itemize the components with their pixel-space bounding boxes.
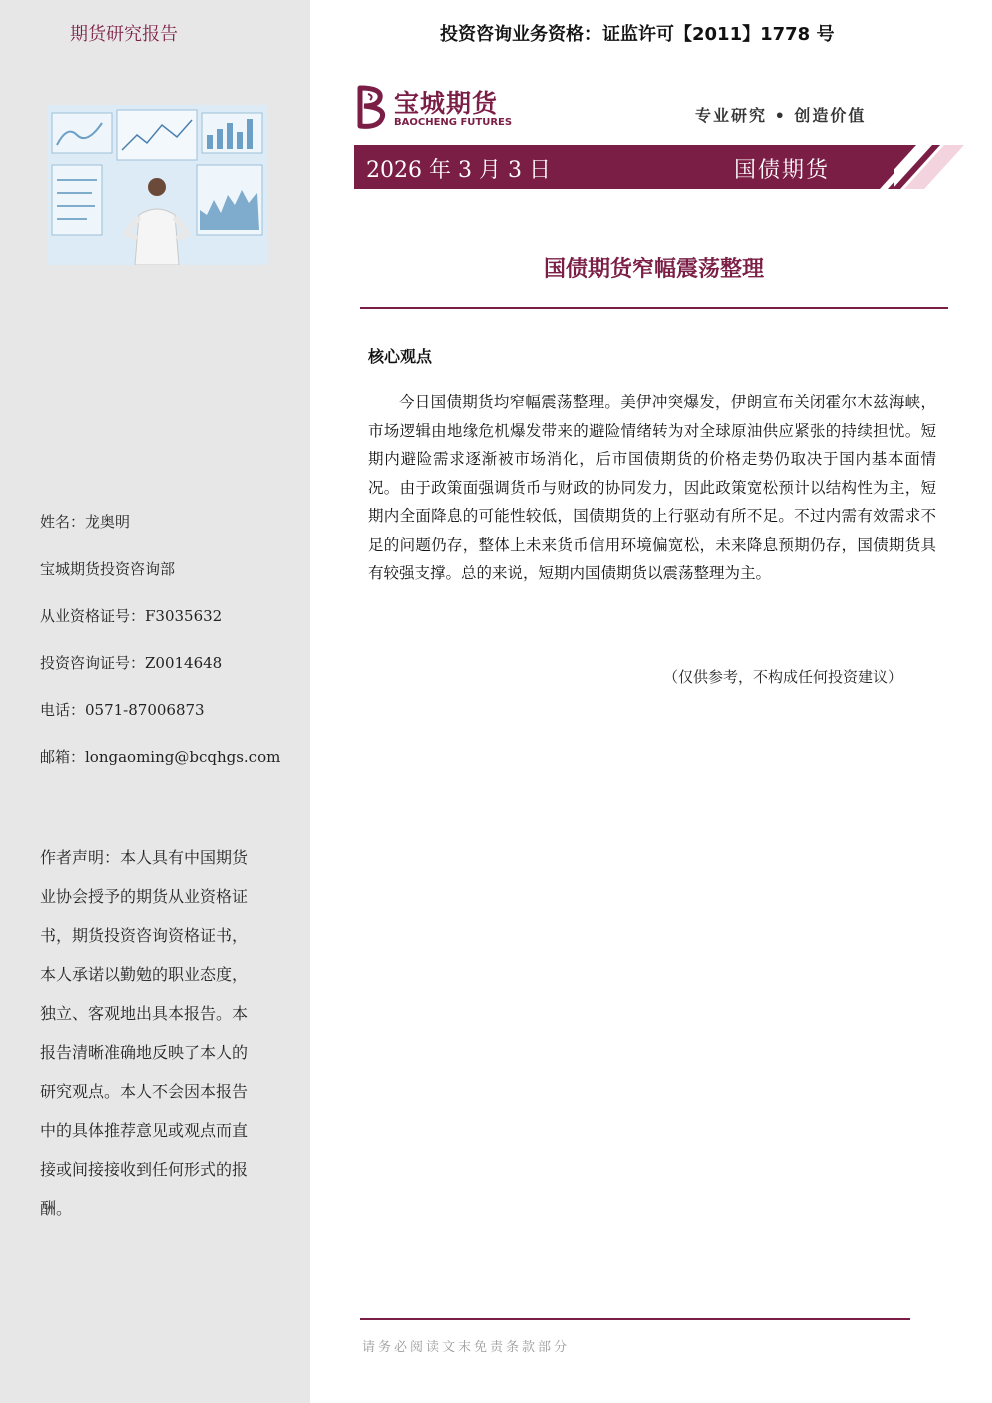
section-heading-core-views: 核心观点 [368,347,433,366]
report-type-label: 期货研究报告 [70,24,178,45]
company-logo [354,84,529,134]
hero-image [47,105,267,265]
sidebar [0,0,310,1403]
baocheng-b-logo-icon [354,84,390,130]
declaration-line: 接或间接接收到任何形式的报 [40,1160,249,1179]
declaration-line: 独立、客观地出具本报告。本 [40,1004,249,1023]
license-statement: 投资咨询业务资格：证监许可【2011】1778 号 [440,24,835,45]
report-category: 国债期货 [734,158,831,183]
declaration-line: 书，期货投资咨询资格证书， [40,926,249,945]
declaration-line: 研究观点。本人不会因本报告 [40,1082,249,1101]
title-divider [360,307,948,309]
declaration-line: 作者声明：本人具有中国期货 [40,848,249,867]
author-declaration [40,838,272,1228]
businessman-charts-illustration [47,105,267,265]
declaration-line: 业协会授予的期货从业资格证 [40,887,249,906]
author-email[interactable]: 邮箱：longaoming@bcqhgs.com [40,748,281,766]
core-views-paragraph: 今日国债期货均窄幅震荡整理。美伊冲突爆发，伊朗宣布关闭霍尔木兹海峡，市场逻辑由地缘危机爆发带来的避险情绪转为对全球原油供应紧张的持续担忧。短期内避险需求逐渐被市场消化，后市国债期货的价格走势仍取决于国内基本面情况。由于政策面强调货币与财政的协同发力，因此政策宽松预计以结构性为主，短期内全面降息的可能性较低，国债期货的上行驱动有所不足。不过内需有效需求不足的问题仍存，整体上未来货币信用环境偏宽松，未来降息预期仍存，国债期货具有较强支撑。总的来说，短期内国债期货以震荡整理为主。 [368,393,936,582]
declaration-line: 酬。 [40,1199,73,1218]
author-consulting-no: 投资咨询证号：Z0014648 [40,654,223,672]
investment-disclaimer: （仅供参考，不构成任何投资建议） [663,668,904,686]
author-info [40,510,280,792]
logo-chinese-name: 宝城期货 [394,89,499,118]
author-name: 姓名：龙奥明 [40,513,131,531]
author-department: 宝城期货投资咨询部 [40,560,176,578]
declaration-line: 中的具体推荐意见或观点而直 [40,1121,249,1140]
declaration-line: 报告清晰准确地反映了本人的 [40,1043,249,1062]
slogan: 专业研究 • 创造价值 [695,106,867,125]
report-date: 2026 年 3 月 3 日 [366,158,551,183]
author-qualification-no: 从业资格证号：F3035632 [40,607,223,625]
author-phone: 电话：0571-87006873 [40,701,205,719]
banner-slash-decoration [854,145,964,189]
logo-english-name: BAOCHENG FUTURES [394,117,513,128]
date-category-banner [354,145,940,189]
footer-divider [360,1318,910,1320]
report-title: 国债期货窄幅震荡整理 [543,257,764,282]
footer-disclaimer-note: 请务必阅读文末免责条款部分 [362,1340,571,1355]
declaration-line: 本人承诺以勤勉的职业态度， [40,965,249,984]
